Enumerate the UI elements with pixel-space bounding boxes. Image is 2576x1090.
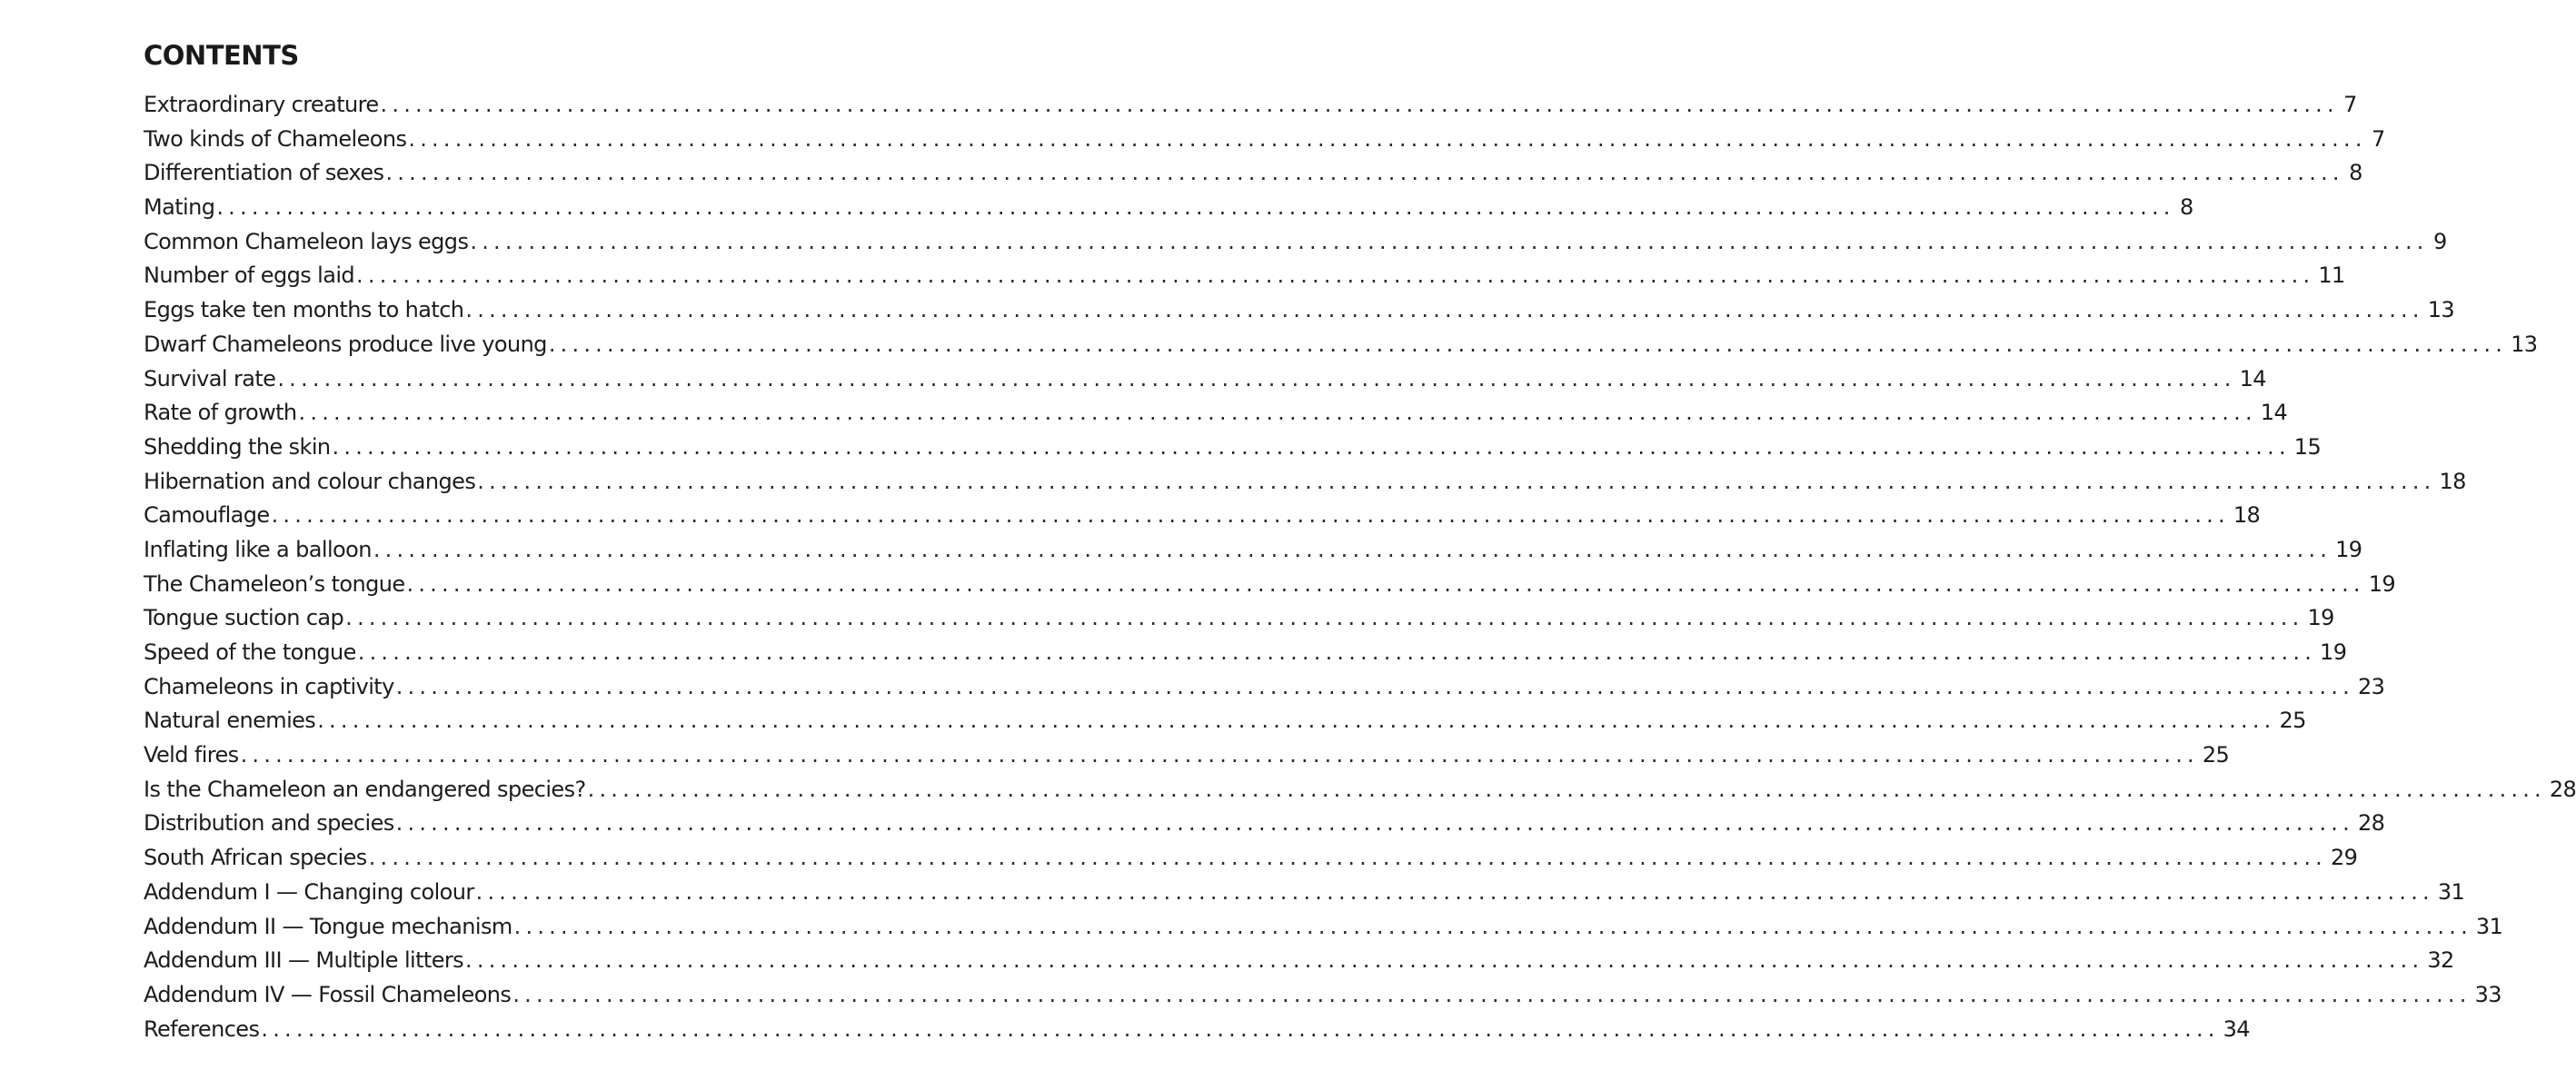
dot-leader: ........................................................................................................................................................................ bbox=[587, 776, 2546, 802]
toc-entry-title: Natural enemies bbox=[144, 708, 316, 734]
dot-leader: ........................................................................................................................................................................ bbox=[465, 947, 2424, 974]
page-title: CONTENTS bbox=[144, 40, 299, 71]
dot-leader: ........................................................................................................................................................................ bbox=[357, 639, 2317, 665]
toc-entry bbox=[144, 433, 2322, 469]
toc-entry-title: Speed of the tongue bbox=[144, 639, 356, 665]
toc-entry bbox=[144, 742, 2230, 777]
toc-entry bbox=[144, 845, 2358, 879]
toc-entry-title: Veld fires bbox=[144, 742, 239, 768]
toc-page-number: 7 bbox=[2371, 125, 2385, 152]
toc-page-number: 31 bbox=[2475, 913, 2503, 939]
toc-entry-title: Inflating like a balloon bbox=[144, 536, 372, 562]
toc-entry bbox=[144, 673, 2385, 708]
toc-entry bbox=[144, 228, 2447, 263]
toc-entry bbox=[144, 263, 2345, 297]
toc-entry bbox=[144, 160, 2362, 194]
toc-page-number: 13 bbox=[2511, 331, 2538, 357]
toc-page-number: 18 bbox=[2439, 468, 2466, 494]
toc-page-number: 29 bbox=[2330, 845, 2358, 871]
dot-leader: ........................................................................................................................................................................ bbox=[512, 981, 2472, 1007]
toc-entry bbox=[144, 365, 2266, 401]
dot-leader: ........................................................................................................................................................................ bbox=[548, 331, 2508, 357]
dot-leader: ........................................................................................................................................................................ bbox=[475, 878, 2434, 905]
toc-entry-title: Addendum IV — Fossil Chameleons bbox=[144, 981, 512, 1007]
toc-entry-title: Common Chameleon lays eggs bbox=[144, 228, 469, 254]
toc-entry-title: Two kinds of Chameleons bbox=[144, 125, 407, 152]
toc-page-number: 19 bbox=[2307, 605, 2334, 631]
toc-entry bbox=[144, 947, 2454, 982]
toc-page-number: 34 bbox=[2223, 1016, 2250, 1042]
toc-page-number: 33 bbox=[2474, 981, 2501, 1007]
toc-entry-title: Hibernation and colour changes bbox=[144, 468, 476, 494]
toc-entry-title: Tongue suction cap bbox=[144, 605, 344, 631]
toc-entry-title: Is the Chameleon an endangered species? bbox=[144, 776, 586, 802]
toc-page-number: 19 bbox=[2335, 536, 2362, 562]
dot-leader: ........................................................................................................................................................................ bbox=[513, 913, 2472, 939]
toc-entry-title: Addendum II — Tongue mechanism bbox=[144, 913, 512, 939]
dot-leader: ........................................................................................................................................................................ bbox=[216, 194, 2175, 221]
dot-leader: ........................................................................................................................................................................ bbox=[261, 1016, 2220, 1042]
toc-page-number: 8 bbox=[2179, 194, 2193, 221]
dot-leader: ........................................................................................................................................................................ bbox=[277, 365, 2236, 391]
toc-page-number: 14 bbox=[2239, 365, 2266, 391]
toc-entry bbox=[144, 878, 2465, 914]
toc-entry bbox=[144, 536, 2362, 571]
toc-page-number: 19 bbox=[2368, 570, 2396, 597]
toc-entry bbox=[144, 468, 2466, 503]
toc-entry-title: Number of eggs laid bbox=[144, 263, 355, 289]
toc-entry bbox=[144, 605, 2334, 639]
toc-page-number: 9 bbox=[2432, 228, 2447, 254]
dot-leader: ........................................................................................................................................................................ bbox=[395, 673, 2354, 699]
toc-entry bbox=[144, 194, 2193, 229]
dot-leader: ........................................................................................................................................................................ bbox=[465, 297, 2424, 323]
dot-leader: ........................................................................................................................................................................ bbox=[356, 263, 2315, 289]
toc-entry bbox=[144, 400, 2288, 434]
toc-page-number: 14 bbox=[2260, 400, 2288, 426]
toc-page-number: 18 bbox=[2233, 502, 2261, 529]
toc-entry-title: Addendum III — Multiple litters bbox=[144, 947, 464, 974]
toc-entry bbox=[144, 639, 2347, 674]
dot-leader: ........................................................................................................................................................................ bbox=[345, 605, 2304, 631]
dot-leader: ........................................................................................................................................................................ bbox=[380, 92, 2339, 117]
toc-page-number: 23 bbox=[2357, 673, 2385, 699]
toc-entry-title: Survival rate bbox=[144, 365, 276, 391]
toc-entry bbox=[144, 913, 2503, 948]
toc-page-number: 28 bbox=[2357, 810, 2385, 837]
toc-page-number: 31 bbox=[2437, 878, 2465, 905]
toc-page-number: 13 bbox=[2427, 297, 2455, 323]
dot-leader: ........................................................................................................................................................................ bbox=[373, 536, 2332, 562]
toc-entry bbox=[144, 331, 2538, 366]
toc-entry-title: Mating bbox=[144, 194, 215, 221]
table-of-contents bbox=[144, 92, 2576, 1050]
toc-entry bbox=[144, 502, 2261, 537]
dot-leader: ........................................................................................................................................................................ bbox=[385, 160, 2344, 186]
toc-page-number: 7 bbox=[2343, 92, 2357, 117]
toc-entry bbox=[144, 981, 2501, 1016]
dot-leader: ........................................................................................................................................................................ bbox=[395, 810, 2354, 837]
toc-entry-title: Camouflage bbox=[144, 502, 270, 529]
dot-leader: ........................................................................................................................................................................ bbox=[477, 468, 2436, 494]
toc-page-number: 25 bbox=[2279, 708, 2306, 734]
toc-entry-title: References bbox=[144, 1016, 260, 1042]
toc-entry-title: Distribution and species bbox=[144, 810, 394, 837]
dot-leader: ........................................................................................................................................................................ bbox=[332, 433, 2291, 460]
toc-page-number: 19 bbox=[2320, 639, 2347, 665]
toc-page-number: 25 bbox=[2202, 742, 2230, 768]
dot-leader: ........................................................................................................................................................................ bbox=[298, 400, 2257, 426]
toc-page-number: 11 bbox=[2318, 263, 2345, 289]
toc-page-number: 32 bbox=[2427, 947, 2454, 974]
toc-entry bbox=[144, 92, 2357, 126]
toc-entry-title: Differentiation of sexes bbox=[144, 160, 384, 186]
toc-entry bbox=[144, 708, 2306, 742]
dot-leader: ........................................................................................................................................................................ bbox=[406, 570, 2365, 597]
toc-entry-title: Addendum I — Changing colour bbox=[144, 878, 474, 905]
toc-entry bbox=[144, 125, 2385, 161]
toc-entry-title: Shedding the skin bbox=[144, 433, 331, 460]
toc-entry bbox=[144, 570, 2396, 606]
dot-leader: ........................................................................................................................................................................ bbox=[271, 502, 2230, 529]
toc-entry-title: Rate of growth bbox=[144, 400, 297, 426]
toc-page-number: 28 bbox=[2549, 776, 2576, 802]
toc-entry-title: Dwarf Chameleons produce live young bbox=[144, 331, 547, 357]
dot-leader: ........................................................................................................................................................................ bbox=[470, 228, 2429, 254]
dot-leader: ........................................................................................................................................................................ bbox=[317, 708, 2276, 734]
toc-entry-title: Extraordinary creature bbox=[144, 92, 379, 117]
toc-page-number: 8 bbox=[2349, 160, 2362, 186]
toc-entry-title: South African species bbox=[144, 845, 367, 871]
toc-page-number: 15 bbox=[2293, 433, 2322, 460]
toc-entry bbox=[144, 297, 2455, 332]
toc-entry bbox=[144, 776, 2576, 811]
toc-entry-title: Eggs take ten months to hatch bbox=[144, 297, 464, 323]
dot-leader: ........................................................................................................................................................................ bbox=[240, 742, 2199, 768]
toc-entry-title: The Chameleon’s tongue bbox=[144, 570, 405, 597]
dot-leader: ........................................................................................................................................................................ bbox=[368, 845, 2327, 871]
dot-leader: ........................................................................................................................................................................ bbox=[408, 125, 2367, 152]
toc-entry bbox=[144, 810, 2385, 845]
toc-entry-title: Chameleons in captivity bbox=[144, 673, 394, 699]
toc-entry bbox=[144, 1016, 2250, 1051]
